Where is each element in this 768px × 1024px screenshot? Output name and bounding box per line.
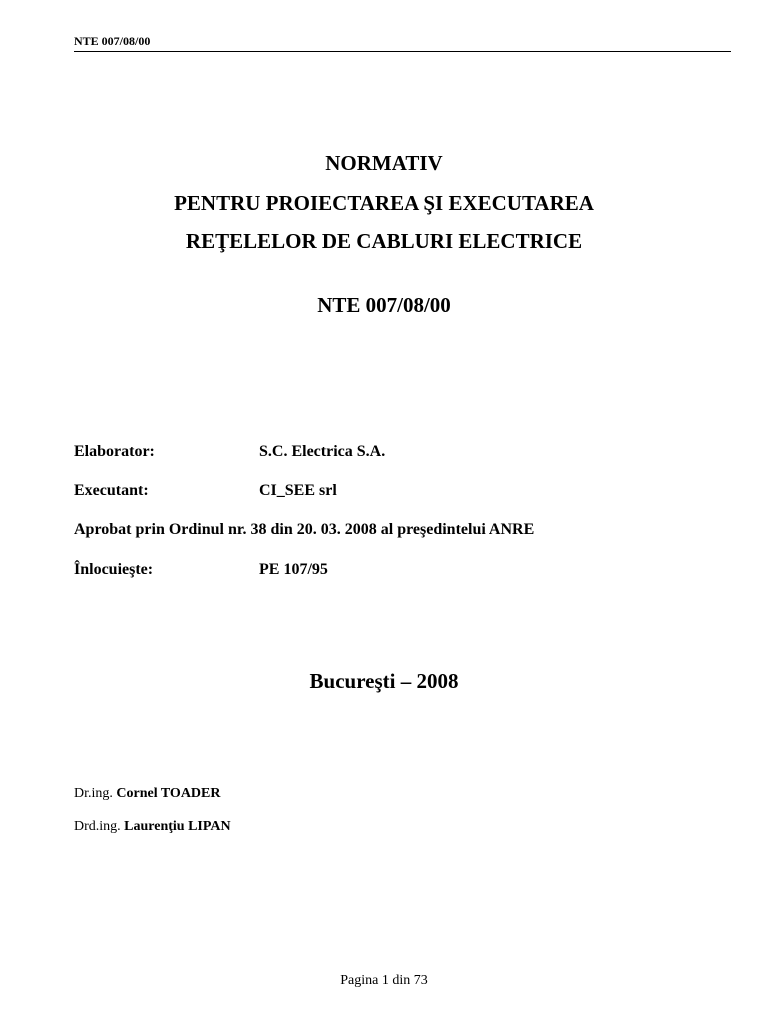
title-line-1: NORMATIV (325, 151, 443, 175)
author-title: Dr.ing. (74, 786, 113, 801)
title-line-3: REŢELELOR DE CABLURI ELECTRICE (185, 229, 583, 253)
approval-row (74, 521, 534, 539)
replaces-value: PE 107/95 (259, 561, 328, 578)
doc-title-b (0, 229, 768, 254)
executant-row (74, 482, 337, 500)
running-header: NTE 007/08/00 (74, 34, 731, 52)
elaborator-row (74, 443, 386, 461)
author-2 (74, 819, 231, 835)
place-year: Bucureşti – 2008 (309, 669, 459, 693)
approval-text: Aprobat prin Ordinul nr. 38 din 20. 03. 2008 al preşedintelui ANRE (74, 521, 535, 538)
author-1 (74, 786, 221, 802)
doc-code (0, 293, 768, 318)
elaborator-value: S.C. Electrica S.A. (259, 443, 386, 460)
elaborator-label: Elaborator: (74, 443, 155, 460)
author-title: Drd.ing. (74, 819, 121, 834)
title-code: NTE 007/08/00 (317, 293, 451, 317)
doc-title-a (0, 191, 768, 216)
author-name: Cornel TOADER (116, 786, 221, 801)
author-name: Laurenţiu LIPAN (124, 819, 231, 834)
doc-type (0, 151, 768, 176)
page-footer: Pagina 1 din 73 (340, 973, 428, 988)
executant-label: Executant: (74, 482, 149, 499)
executant-value: CI_SEE srl (259, 482, 337, 499)
replaces-label: Înlocuieşte: (74, 561, 154, 578)
title-line-2: PENTRU PROIECTAREA ŞI EXECUTAREA (174, 191, 594, 215)
replaces-row (74, 561, 328, 579)
